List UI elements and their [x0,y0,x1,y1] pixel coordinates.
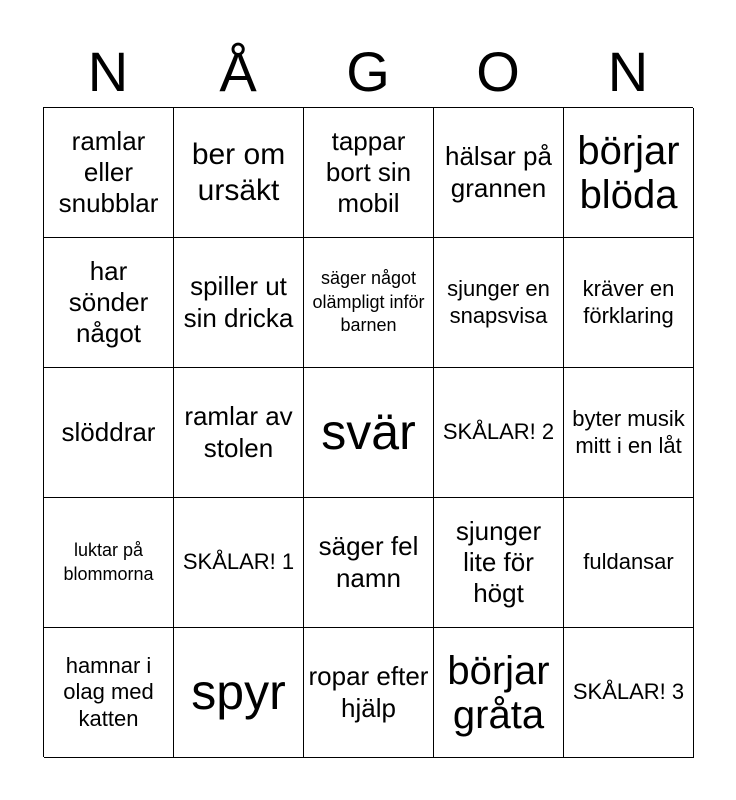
bingo-cell-r5c3[interactable] [304,628,434,758]
bingo-cell-r1c1[interactable] [44,108,174,238]
cell-text: hamnar i olag med katten [63,652,154,731]
header-letter-2: Å [219,40,257,103]
cell-text: byter musik mitt i en låt [572,406,685,458]
bingo-cell-r3c4[interactable] [434,368,564,498]
cell-text: spiller ut sin dricka [183,271,294,333]
bingo-cell-r4c2[interactable] [174,498,304,628]
cell-text: luktar på blommorna [63,540,154,584]
cell-text: svär [321,404,416,461]
cell-text: ramlar av stolen [184,401,293,463]
bingo-cell-r4c1[interactable] [44,498,174,628]
cell-text: har sönder något [68,255,149,349]
bingo-cell-r2c1[interactable] [44,238,174,368]
bingo-cell-r2c5[interactable] [564,238,694,368]
cell-text: slöddrar [61,416,156,447]
cell-text: tappar bort sin mobil [325,125,412,219]
bingo-cell-r4c3[interactable] [304,498,434,628]
bingo-cell-r2c2[interactable] [174,238,304,368]
bingo-cell-r5c1[interactable] [44,628,174,758]
cell-text: börjar blöda [577,128,680,217]
header-letter-5: N [607,40,649,103]
bingo-cell-r2c4[interactable] [434,238,564,368]
bingo-cell-r4c4[interactable] [434,498,564,628]
cell-text: ropar efter hjälp [308,661,429,723]
bingo-cell-r1c5[interactable] [564,108,694,238]
bingo-header [43,36,693,108]
cell-text: kräver en förklaring [582,276,675,328]
cell-text: SKÅLAR! 1 [182,549,295,575]
cell-text: börjar gråta [447,648,550,737]
cell-text: säger fel namn [318,531,419,593]
header-letter-3: G [346,40,390,103]
bingo-cell-r1c4[interactable] [434,108,564,238]
bingo-cell-r3c3[interactable] [304,368,434,498]
bingo-cell-r4c5[interactable] [564,498,694,628]
cell-text: ramlar eller snubblar [58,125,159,219]
bingo-cell-r2c3[interactable] [304,238,434,368]
cell-text: sjunger lite för högt [455,515,542,609]
cell-text: säger något olämpligt inför barnen [312,268,425,336]
bingo-cell-r3c1[interactable] [44,368,174,498]
bingo-cell-r3c5[interactable] [564,368,694,498]
bingo-cell-r5c5[interactable] [564,628,694,758]
bingo-cell-r5c2[interactable] [174,628,304,758]
cell-text: fuldansar [583,549,674,575]
cell-text: ber om ursäkt [191,137,286,207]
cell-text: SKÅLAR! 2 [442,419,555,445]
cell-text: spyr [191,664,286,721]
bingo-cell-r1c3[interactable] [304,108,434,238]
cell-text: sjunger en snapsvisa [447,276,550,328]
header-letter-1: N [87,40,129,103]
bingo-cell-r3c2[interactable] [174,368,304,498]
header-letter-4: O [476,40,520,103]
cell-text: SKÅLAR! 3 [572,679,685,705]
bingo-board [43,107,693,757]
cell-text: hälsar på grannen [445,141,552,203]
bingo-cell-r5c4[interactable] [434,628,564,758]
bingo-cell-r1c2[interactable] [174,108,304,238]
